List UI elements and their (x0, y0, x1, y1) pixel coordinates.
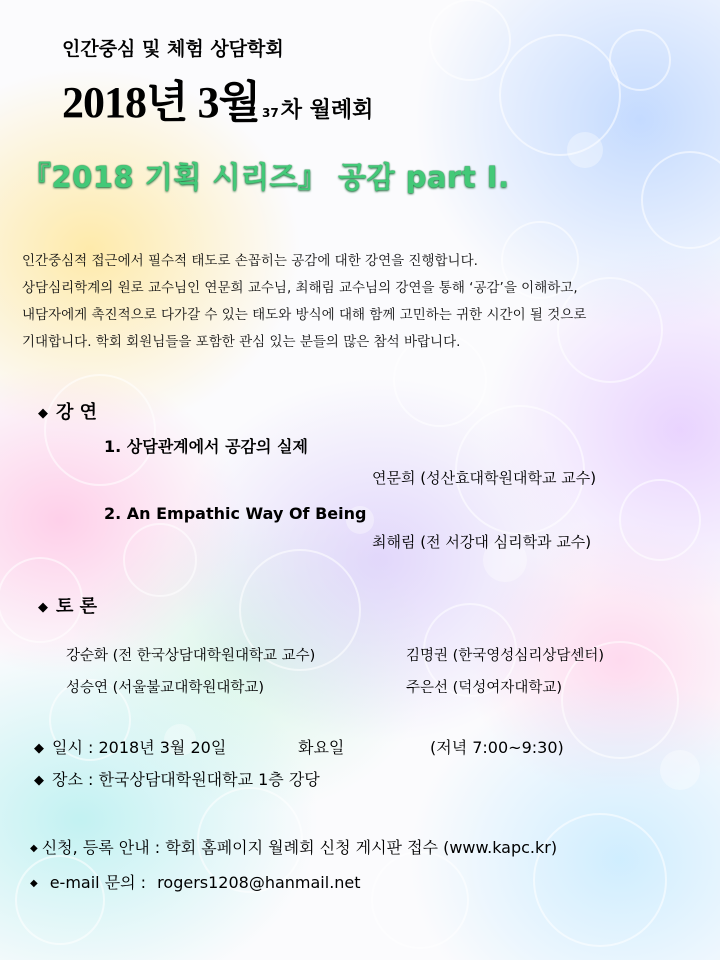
bullet-icon: ◆ (38, 406, 48, 421)
organization-name: 인간중심 및 체험 상담학회 (62, 38, 284, 60)
event-date-row (34, 735, 226, 758)
lecture-1-title: 1. 상담관계에서 공감의 실제 (104, 437, 308, 456)
session-number: 37 (262, 106, 279, 120)
event-place: 장소 : 한국상담대학원대학교 1층 강당 (52, 770, 320, 789)
event-place-row (34, 767, 320, 790)
event-date: 일시 : 2018년 3월 20일 (52, 738, 227, 757)
intro-line: 상담심리학계의 원로 교수님인 연문희 교수님, 최해림 교수님의 강연을 통해 ‘공감’을 이해하고, (22, 280, 578, 296)
panelist: 주은선 (덕성여자대학교) (406, 680, 562, 696)
bullet-icon: ◆ (34, 773, 44, 788)
registration-row (30, 835, 557, 858)
session-label: 차 월례회 (280, 98, 374, 123)
year-month: 2018년 3월 (62, 78, 261, 127)
intro-line: 인간중심적 접근에서 필수적 태도로 손꼽히는 공감에 대한 강연을 진행합니다. (22, 253, 478, 269)
event-weekday: 화요일 (298, 738, 345, 757)
lecture-2-title: 2. An Empathic Way Of Being (104, 504, 367, 523)
lecture-1-speaker: 연문희 (성산효대학원대학교 교수) (372, 469, 597, 487)
meeting-header (62, 66, 373, 130)
intro-line: 기대합니다. 학회 회원님들을 포함한 관심 있는 분들의 많은 참석 바랍니다. (22, 334, 461, 350)
bullet-icon: ◆ (34, 741, 44, 756)
email-address: rogers1208@hanmail.net (157, 873, 361, 892)
intro-line: 내담자에게 촉진적으로 다가갈 수 있는 태도와 방식에 대해 함께 고민하는 귀한 시간이 될 것으로 (22, 307, 587, 323)
panelist: 김명권 (한국영성심리상담센터) (406, 648, 605, 664)
lecture-2-speaker: 최해림 (전 서강대 심리학과 교수) (372, 533, 592, 551)
bullet-icon: ◆ (30, 843, 38, 854)
email-row (30, 870, 361, 893)
discussion-heading: 토 론 (56, 596, 98, 617)
panelist: 강순화 (전 한국상담대학원대학교 교수) (66, 648, 316, 664)
lecture-section-heading (38, 398, 97, 424)
event-time: (저녁 7:00~9:30) (430, 738, 564, 757)
discussion-section-heading (38, 592, 97, 618)
intro-paragraph (22, 248, 712, 356)
bullet-icon: ◆ (30, 878, 38, 889)
registration-info: 신청, 등록 안내 : 학회 홈페이지 월례회 신청 게시판 접수 (www.kapc.kr) (41, 838, 558, 857)
email-label: e-mail 문의 : (49, 873, 147, 892)
panelist: 성승연 (서울불교대학원대학교) (66, 680, 265, 696)
series-title: 『2018 기획 시리즈』 공감 part Ⅰ. (22, 160, 510, 194)
lecture-heading: 강 연 (56, 402, 98, 423)
bullet-icon: ◆ (38, 600, 48, 615)
